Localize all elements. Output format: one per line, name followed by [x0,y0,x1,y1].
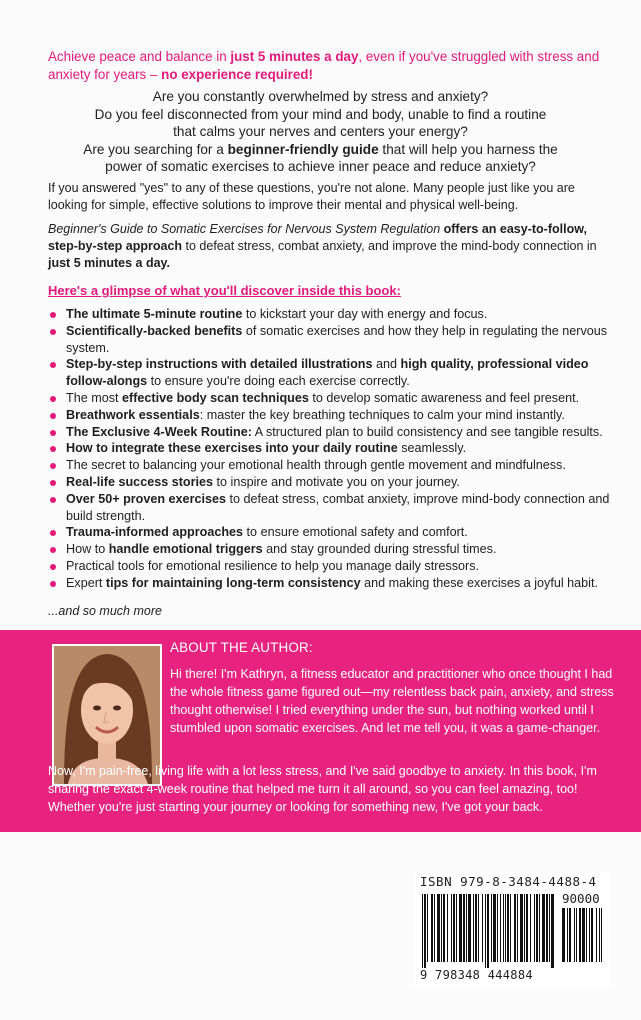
bullet-dot-icon [50,581,56,587]
question-bold: beginner-friendly guide [227,141,379,157]
barcode-bar [437,894,440,962]
list-item-bold: Real-life success stories [66,474,214,489]
list-item-text: and making these exercises a joyful habit. [360,575,598,590]
barcode-bar [451,894,452,962]
price-barcode-bar [569,908,571,962]
list-item-text: seamlessly. [397,441,467,456]
book-text-mid: to defeat stress, combat anxiety, and improve the mind-body connection in [182,239,597,253]
bullet-dot-icon [50,329,56,335]
list-item-bold: The Exclusive 4-Week Routine: [66,424,252,439]
list-item-text: and stay grounded during stressful times. [262,542,497,557]
list-item-bold: high quality, professional video follow-alongs [66,357,589,389]
list-item [48,440,618,457]
question: Are you constantly overwhelmed by stress and anxiety? [152,89,489,104]
intro-text: If you answered "yes" to any of these questions, you're not alone. Many people just like you are looking for simple, effective solutions to improve their mental and physical well-being. [48,181,575,212]
list-item-bold: handle emotional triggers [108,542,263,557]
hook-bold: no experience required! [161,67,313,82]
barcode-bar [441,894,442,962]
list-item [48,323,618,357]
barcode-bar [487,894,489,968]
list-item [48,558,618,575]
list-item [48,474,618,491]
list-item-text: to ensure you're doing each exercise correctly. [147,374,410,389]
question-text: that will help you harness the [378,141,558,157]
barcode-bar [478,894,479,962]
barcode-bar [482,894,483,962]
author-section [0,630,641,832]
book-paragraph [48,221,610,272]
barcode-bar [551,894,554,968]
price-barcode-bar [576,908,577,962]
barcode-bar [536,894,538,962]
hook-text: Achieve peace and balance in [48,49,231,64]
list-item-bold: How to integrate these exercises into your daily routine [66,441,398,456]
barcode-bar [526,894,528,962]
list-item-bold: tips for maintaining long-term consistency [105,575,361,590]
bullet-dot-icon [50,396,56,402]
list-item-bold: Breathwork essentials [66,407,200,422]
hook-text: , even if you've struggled with stress and anxiety for years – [48,49,600,82]
hook-bold: just 5 minutes a day [230,49,359,64]
bullet-dot-icon [50,564,56,570]
barcode-bar [466,894,467,962]
barcode-bar [534,894,535,962]
list-item-text: Expert [66,575,106,590]
barcode-bar [453,894,455,962]
benefit-list [48,306,618,592]
barcode-bar [443,894,445,962]
question: power of somatic exercises to achieve inner peace and reduce anxiety? [105,159,536,174]
question-text: Are you searching for a [83,141,228,157]
author-bio-2 [48,762,618,816]
barcode-bar [539,894,540,962]
price-barcode-bar [582,908,585,962]
barcode-bar [475,894,477,962]
barcode-bar [459,894,462,962]
author-bio-text: Hi there! I'm Kathryn, a fitness educator and practitioner who once thought I had the whole fitness game figured out—my relentless back pain, anxiety, and stress thought otherwise! I tried everything under the sun, but nothing worked until I stumbled upon somatic exercises. And let me tell you, it was a game-changer. [170,667,614,735]
barcode-bar [468,894,471,962]
barcode-bar [549,894,550,962]
barcode-bar [505,894,506,962]
list-item-text: The most [66,390,122,405]
list-item-text: A structured plan to build consistency and see tangible results. [251,424,603,439]
question: Do you feel disconnected from your mind and body, unable to find a routine [94,106,547,122]
price-barcode-bar [562,908,565,962]
book-bold: just 5 minutes a day. [48,256,171,270]
price-barcode-bar [589,908,590,962]
list-item [48,306,618,323]
barcode-bar [473,894,474,962]
list-item [48,541,618,558]
question [40,141,601,159]
list-item-bold: Scientifically-backed benefits [66,323,243,338]
bullet-dot-icon [50,463,56,469]
isbn-barcode [414,872,610,988]
barcode-bar [542,894,545,962]
bullet-dot-icon [50,362,56,368]
intro-paragraph [48,180,610,214]
bullet-dot-icon [50,430,56,436]
barcode-bar [514,894,516,962]
list-item-text: to develop somatic awareness and feel present. [308,390,580,405]
list-item-text: : master the key breathing techniques to calm your mind instantly. [199,407,565,422]
price-barcode-bar [596,908,597,962]
barcode-bar [517,894,518,962]
bullet-dot-icon [50,446,56,452]
list-item-text: How to [66,542,109,557]
list-item [48,390,618,407]
bullet-dot-icon [50,480,56,486]
price-barcode-bar [601,908,602,962]
list-item-text: The secret to balancing your emotional health through gentle movement and mindfulness. [66,458,566,473]
price-barcode-bar [591,908,593,962]
bullet-dot-icon [50,413,56,419]
book-title: Beginner's Guide to Somatic Exercises for Nervous System Regulation [48,222,441,236]
list-item [48,424,618,441]
barcode-bar [427,894,428,962]
bullet-dot-icon [50,547,56,553]
isbn-number: ISBN 979-8-3484-4488-4 [420,874,597,889]
barcode-bar [485,894,486,968]
book-bold: offers an easy-to-follow, step-by-step approach [48,222,587,253]
list-item [48,457,618,474]
hook-line [48,48,608,84]
list-item-text: to kickstart your day with energy and focus. [242,307,488,321]
bullet-dot-icon [50,497,56,503]
bullet-dot-icon [50,312,56,318]
author-bio-1 [170,665,615,737]
list-item [48,575,618,592]
author-heading: ABOUT THE AUTHOR: [170,640,313,655]
list-item-text: to defeat stress, combat anxiety, improve mind-body connection and build strength. [66,491,610,523]
questions-block [40,88,601,176]
list-item-text: Practical tools for emotional resilience to help you manage daily stressors. [66,558,479,573]
book-text [48,221,610,272]
barcode-bar [463,894,465,962]
glimpse-heading: Here's a glimpse of what you'll discover inside this book: [48,283,401,298]
barcode-bar [491,894,492,962]
list-item [48,356,618,390]
list-item [48,524,618,541]
list-item-bold: Over 50+ proven exercises [66,491,226,506]
list-item-text: of somatic exercises and how they help in regulating the nervous system. [66,323,608,355]
list-item-text: to inspire and motivate you on your journey. [213,474,460,489]
price-code: 90000 [562,891,600,906]
barcode-bar [493,894,496,962]
price-barcode-bar [586,908,587,962]
list-item-bold: effective body scan techniques [122,390,309,405]
barcode-bar [520,894,523,962]
barcode-bar [500,894,501,962]
list-item [48,491,618,525]
barcode-bar [456,894,457,962]
bullet-dot-icon [50,530,56,536]
barcode-bar [422,894,423,968]
barcode-bar [497,894,498,962]
list-item [48,407,618,424]
barcode-bar [431,894,433,962]
more-text: ...and so much more [48,604,162,618]
question: that calms your nerves and centers your energy? [173,124,468,139]
barcode-bar [507,894,509,962]
list-item-text: to ensure emotional safety and comfort. [243,525,468,540]
barcode-bar [530,894,531,962]
price-barcode-bar [599,908,600,962]
barcode-bar [546,894,548,962]
barcode-bar [424,894,426,968]
barcode-bar [447,894,448,962]
list-item-bold: Trauma-informed approaches [66,525,244,540]
price-barcode-bar [574,908,575,962]
list-item-text: and [372,357,401,372]
list-item-bold: The ultimate 5-minute routine [66,307,243,321]
price-barcode-bar [567,908,568,962]
list-item-bold: Step-by-step instructions with detailed illustrations [66,357,373,372]
price-barcode-bar [579,908,581,962]
barcode-bar [510,894,511,962]
ean-number: 9 798348 444884 [420,968,533,982]
barcode-bar [524,894,525,962]
author-bio-text: Now, I'm pain-free, living life with a lot less stress, and I've said goodbye to anxiety. In this book, I'm sharing the exact 4-week routine that helped me turn it all around, so you can feel amazing, too! Whether you're just starting your journey or looking for something new, I've got your back. [48,764,597,814]
barcode-bar [434,894,435,962]
barcode-bar [503,894,504,962]
